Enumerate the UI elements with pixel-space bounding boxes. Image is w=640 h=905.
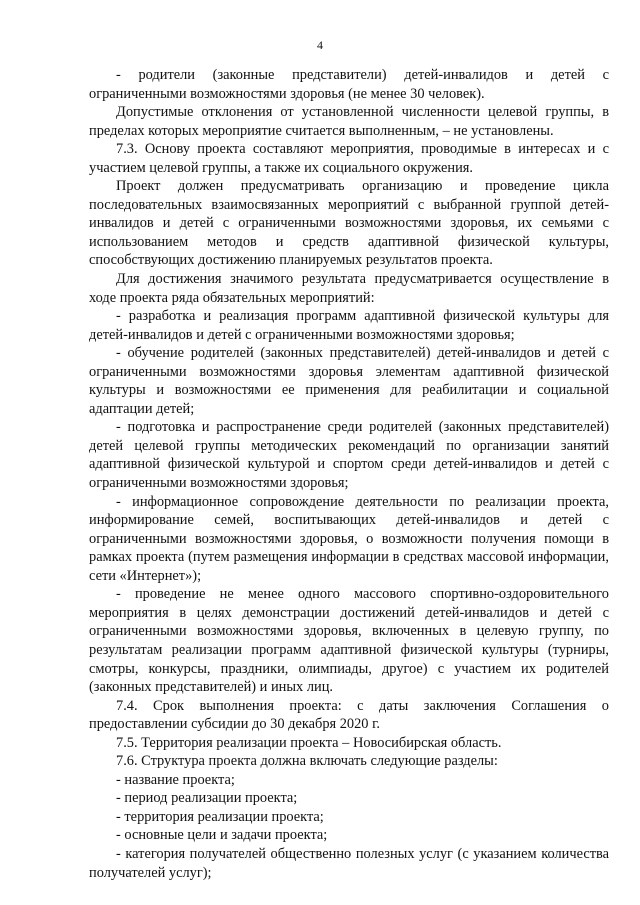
paragraph-allowed-deviations: Допустимые отклонения от установленной численности целевой группы, в пределах которых мероприятие считается выполненным, – не установлены. [89,104,609,139]
list-item-program-development: - разработка и реализация программ адаптивной физической культуры для детей-инвалидов и детей с ограниченными возможностями здоровья; [89,308,609,343]
list-item-mass-sport-event: - проведение не менее одного массового спортивно-оздоровительного мероприятия в целях демонстрации достижений детей-инвалидов и детей с ограниченными возможностями здоровья, включенных в целевую группу, по результатам реализации программ адаптивной физической культуры (турниры, смотры, конкурсы, праздники, олимпиады, другое) с участием их родителей (законных представителей) и иных лиц. [89,586,609,696]
page-number: 4 [317,38,323,52]
list-item-project-territory: - территория реализации проекта; [116,808,324,825]
paragraph-target-group-parents: - родители (законные представители) детей-инвалидов и детей с ограниченными возможностями здоровья (не менее 30 человек). [89,67,609,102]
paragraph-clause-7-5: 7.5. Территория реализации проекта – Новосибирская область. [116,734,502,751]
list-item-methodical-recommendations: - подготовка и распространение среди родителей (законных представителей) детей целевой группы методических рекомендаций по организации занятий адаптивной физической культурой и спортом среди детей-инвалидов и детей с ограниченными возможностями здоровья; [89,419,609,492]
list-item-parent-training: - обучение родителей (законных представителей) детей-инвалидов и детей с ограниченными возможностями здоровья элементам адаптивной физической культуры и возможностями ее применения для реабилитации и социальной адаптации детей; [89,345,609,417]
paragraph-clause-7-6: 7.6. Структура проекта должна включать следующие разделы: [116,753,498,770]
list-item-project-name: - название проекта; [116,771,235,788]
list-item-recipient-category: - категория получателей общественно полезных услуг (с указанием количества получателей услуг); [89,845,609,881]
list-item-project-goals: - основные цели и задачи проекта; [116,827,328,844]
paragraph-project-cycle: Проект должен предусматривать организацию и проведение цикла последовательных взаимосвязанных мероприятий с выбранной группой детей-инвалидов и детей с ограниченными возможностями здоровья, их семьями с использованием методов и средств адаптивной физической культуры, способствующих достижению планируемых результатов проекта. [89,178,609,269]
list-item-project-period: - период реализации проекта; [116,790,298,807]
list-item-information-support: - информационное сопровождение деятельности по реализации проекта, информирование семей, воспитывающих детей-инвалидов и детей с ограниченными возможностями здоровья, о возможности получения помощи в рамках проекта (путем размещения информации в средствах массовой информации, сети «Интернет»); [89,493,609,584]
document-body [89,66,609,882]
paragraph-mandatory-events-intro: Для достижения значимого результата предусматривается осуществление в ходе проекта ряда обязательных мероприятий: [89,271,609,306]
paragraph-clause-7-3: 7.3. Основу проекта составляют мероприятия, проводимые в интересах и с участием целевой группы, а также их социального окружения. [89,141,609,176]
paragraph-clause-7-4: 7.4. Срок выполнения проекта: с даты заключения Соглашения о предоставлении субсидии до 30 декабря 2020 г. [89,697,609,733]
